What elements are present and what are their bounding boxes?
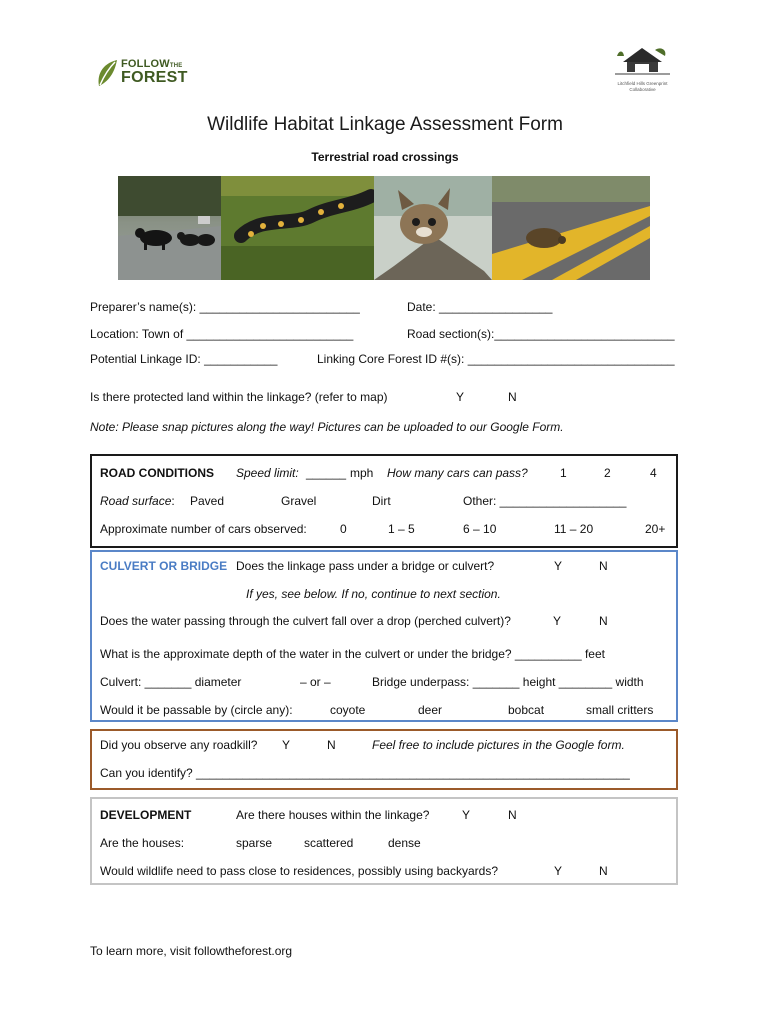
photo-bears (118, 176, 221, 280)
cars-observed-option[interactable]: 11 – 20 (554, 522, 594, 536)
identify-field[interactable]: Can you identify? _________________________________________________________________ (100, 766, 630, 780)
cars-observed-option[interactable]: 0 (340, 522, 347, 536)
preparer-field[interactable]: Preparer’s name(s): ________________________ (90, 300, 360, 314)
speed-unit: mph (350, 466, 374, 480)
culvert-diameter-field[interactable]: Culvert: _______ diameter (100, 675, 242, 689)
backyards-yes[interactable]: Y (554, 864, 563, 878)
houses-option[interactable]: scattered (304, 836, 354, 850)
animal-option[interactable]: bobcat (508, 703, 545, 717)
protected-land-question: Is there protected land within the linkage? (refer to map) (90, 390, 388, 404)
culvert-instruction: If yes, see below. If no, continue to next section. (246, 587, 501, 601)
perched-question: Does the water passing through the culvert fall over a drop (perched culvert)? (100, 614, 511, 628)
protected-yes[interactable]: Y (456, 390, 465, 404)
protected-no[interactable]: N (508, 390, 517, 404)
culvert-question: Does the linkage pass under a bridge or culvert? (236, 559, 495, 573)
houses-label: Are the houses: (100, 836, 185, 850)
backyards-no[interactable]: N (599, 864, 608, 878)
cars-observed-option[interactable]: 1 – 5 (388, 522, 415, 536)
photo-bobcat (374, 176, 492, 280)
animal-option[interactable]: coyote (330, 703, 366, 717)
roadkill-no[interactable]: N (327, 738, 336, 752)
cars-observed-option[interactable]: 6 – 10 (463, 522, 497, 536)
houses-yes[interactable]: Y (462, 808, 471, 822)
roadkill-yes[interactable]: Y (282, 738, 291, 752)
houses-question: Are there houses within the linkage? (236, 808, 430, 822)
surface-other-field[interactable]: Other: ___________________ (463, 494, 627, 508)
backyards-question: Would wildlife need to pass close to residences, possibly using backyards? (100, 864, 498, 878)
cars-pass-option[interactable]: 1 (560, 466, 567, 480)
water-depth-field[interactable]: What is the approximate depth of the water in the culvert or under the bridge? __________ feet (100, 647, 605, 661)
speed-limit-field[interactable]: ______ (306, 466, 347, 480)
cars-pass-question: How many cars can pass? (387, 466, 528, 480)
surface-option[interactable]: Paved (190, 494, 225, 508)
covered-bridge-icon (615, 44, 670, 78)
houses-no[interactable]: N (508, 808, 517, 822)
perched-no[interactable]: N (599, 614, 608, 628)
page-title: Wildlife Habitat Linkage Assessment Form (207, 114, 563, 135)
perched-yes[interactable]: Y (553, 614, 562, 628)
cars-observed-option[interactable]: 20+ (645, 522, 666, 536)
photo-salamander (221, 176, 374, 280)
linking-core-field[interactable]: Linking Core Forest ID #(s): _______________________________ (317, 352, 675, 366)
cars-observed-label: Approximate number of cars observed: (100, 522, 307, 536)
culvert-heading: CULVERT OR BRIDGE (100, 559, 228, 573)
surface-option[interactable]: Dirt (372, 494, 391, 508)
speed-limit-label: Speed limit: (236, 466, 299, 480)
date-field[interactable]: Date: _________________ (407, 300, 553, 314)
litchfield-hills-logo (605, 44, 680, 94)
road-conditions-heading: ROAD CONDITIONS (100, 466, 214, 480)
or-separator: – or – (300, 675, 331, 689)
houses-option[interactable]: sparse (236, 836, 273, 850)
cars-pass-option[interactable]: 2 (604, 466, 611, 480)
roadkill-note: Feel free to include pictures in the Google form. (372, 738, 625, 752)
logo-line1: FOLLOWTHE (121, 58, 183, 70)
page-subtitle: Terrestrial road crossings (311, 150, 459, 164)
surface-option[interactable]: Gravel (281, 494, 317, 508)
houses-option[interactable]: dense (388, 836, 421, 850)
logo-caption: Litchfield Hills Greenprint Collaborative (617, 81, 668, 92)
culvert-yes[interactable]: Y (554, 559, 563, 573)
potential-linkage-field[interactable]: Potential Linkage ID: ___________ (90, 352, 278, 366)
road-surface-label: Road surface: (100, 494, 175, 508)
passable-label: Would it be passable by (circle any): (100, 703, 293, 717)
photo-turtle (492, 176, 650, 280)
note-text: Note: Please snap pictures along the way! Pictures can be uploaded to our Google Form. (90, 420, 564, 434)
culvert-bridge-section (90, 550, 678, 722)
road-section-field[interactable]: Road section(s):___________________________ (407, 327, 675, 341)
animal-option[interactable]: small critters (586, 703, 654, 717)
culvert-no[interactable]: N (599, 559, 608, 573)
animal-option[interactable]: deer (418, 703, 443, 717)
roadkill-question: Did you observe any roadkill? (100, 738, 258, 752)
cars-pass-option[interactable]: 4 (650, 466, 657, 480)
photo-strip (118, 176, 650, 280)
development-heading: DEVELOPMENT (100, 808, 192, 822)
follow-the-forest-logo (95, 56, 188, 90)
location-field[interactable]: Location: Town of _________________________ (90, 327, 354, 341)
footer-link[interactable]: To learn more, visit followtheforest.org (90, 944, 293, 958)
bridge-dimensions-field[interactable]: Bridge underpass: _______ height ________ width (372, 675, 644, 689)
logo-line2: FOREST (121, 69, 188, 86)
leaf-icon (95, 58, 121, 88)
